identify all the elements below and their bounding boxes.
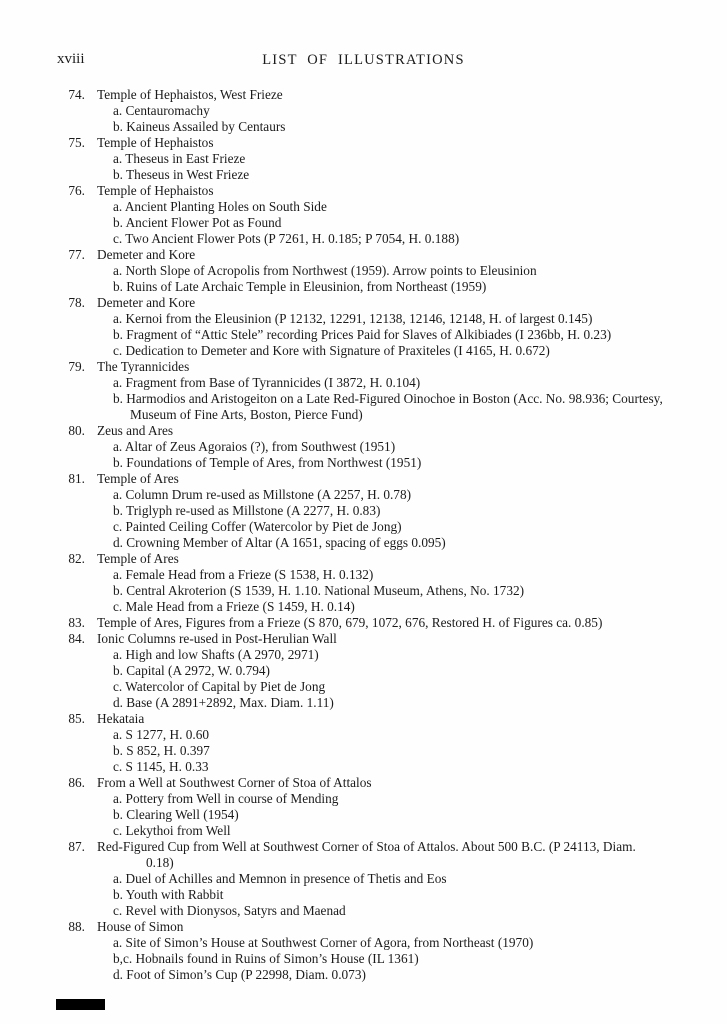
entry-line	[0, 247, 727, 263]
entry-number: 82.	[68, 551, 85, 566]
entry-subline: d. Foot of Simon’s Cup (P 22998, Diam. 0.073)	[113, 967, 366, 982]
entry-number: 83.	[68, 615, 85, 630]
entry-subline: a. Site of Simon’s House at Southwest Corner of Agora, from Northeast (1970)	[113, 935, 534, 950]
page-title: LIST OF ILLUSTRATIONS	[262, 52, 465, 68]
entry-title: Temple of Ares	[97, 471, 179, 486]
entry-subline: b. Kaineus Assailed by Centaurs	[113, 119, 286, 134]
entry-number: 76.	[68, 183, 85, 198]
entry-title: Demeter and Kore	[97, 247, 196, 262]
entry-number: 77.	[68, 247, 85, 262]
entry-subline: b. Foundations of Temple of Ares, from Northwest (1951)	[113, 455, 422, 470]
entry-subline: a. Ancient Planting Holes on South Side	[113, 199, 327, 214]
entry-number: 87.	[68, 839, 85, 854]
entry-subline: a. High and low Shafts (A 2970, 2971)	[113, 647, 319, 662]
entry-line	[0, 135, 727, 151]
entry-number: 74.	[68, 87, 85, 102]
entry-subline: c. Lekythoi from Well	[113, 823, 231, 838]
entry-number: 81.	[68, 471, 85, 486]
entry-subline: b. Harmodios and Aristogeiton on a Late Red-Figured Oinochoe in Boston (Acc. No. 98.936; Courtesy,	[113, 391, 663, 406]
entry-subline: c. Revel with Dionysos, Satyrs and Maenad	[113, 903, 346, 918]
entry-line	[0, 615, 727, 631]
entry-subline: a. Kernoi from the Eleusinion (P 12132, 12291, 12138, 12146, 12148, H. of largest 0.145)	[113, 311, 593, 326]
entry-subline: a. Female Head from a Frieze (S 1538, H. 0.132)	[113, 567, 374, 582]
illustration-list	[0, 87, 727, 983]
entry-subline: b,c. Hobnails found in Ruins of Simon’s House (IL 1361)	[113, 951, 419, 966]
entry-subline: Museum of Fine Arts, Boston, Pierce Fund)	[130, 407, 363, 422]
entry-subline: d. Crowning Member of Altar (A 1651, spacing of eggs 0.095)	[113, 535, 446, 550]
entry-subline: c. S 1145, H. 0.33	[113, 759, 209, 774]
entry-title: Temple of Hephaistos	[97, 135, 214, 150]
entry-title: House of Simon	[97, 919, 184, 934]
entry-title: Ionic Columns re-used in Post-Herulian Wall	[97, 631, 337, 646]
entry-subline: b. Clearing Well (1954)	[113, 807, 239, 822]
entry-title: Red-Figured Cup from Well at Southwest Corner of Stoa of Attalos. About 500 B.C. (P 24113, Diam.	[97, 839, 636, 854]
entry-line	[0, 423, 727, 439]
entry-number: 86.	[68, 775, 85, 790]
entry-subline: c. Watercolor of Capital by Piet de Jong	[113, 679, 326, 694]
entry-subline: b. S 852, H. 0.397	[113, 743, 210, 758]
entry-subline: b. Youth with Rabbit	[113, 887, 224, 902]
entry-subline: b. Ancient Flower Pot as Found	[113, 215, 282, 230]
entry-title: Temple of Ares, Figures from a Frieze (S 870, 679, 1072, 676, Restored H. of Figures ca. 0.85)	[97, 615, 603, 630]
entry-subline: b. Triglyph re-used as Millstone (A 2277, H. 0.83)	[113, 503, 381, 518]
entry-title: The Tyrannicides	[97, 359, 190, 374]
entry-line	[0, 775, 727, 791]
entry-title: Temple of Ares	[97, 551, 179, 566]
entry-subline: c. Male Head from a Frieze (S 1459, H. 0.14)	[113, 599, 355, 614]
entry-title: Zeus and Ares	[97, 423, 174, 438]
entry-subline: d. Base (A 2891+2892, Max. Diam. 1.11)	[113, 695, 334, 710]
entry-title: Hekataia	[97, 711, 145, 726]
entry-line	[0, 295, 727, 311]
entry-subline: a. Altar of Zeus Agoraios (?), from Southwest (1951)	[113, 439, 396, 454]
entry-subline: 0.18)	[146, 855, 174, 870]
entry-subline: c. Painted Ceiling Coffer (Watercolor by Piet de Jong)	[113, 519, 402, 534]
entry-line	[0, 631, 727, 647]
entry-line	[0, 551, 727, 567]
entry-title: Temple of Hephaistos	[97, 183, 214, 198]
entry-line	[0, 359, 727, 375]
entry-number: 84.	[68, 631, 85, 646]
entry-subline: a. North Slope of Acropolis from Northwest (1959). Arrow points to Eleusinion	[113, 263, 537, 278]
entry-title: Temple of Hephaistos, West Frieze	[97, 87, 283, 102]
entry-subline: a. Centauromachy	[113, 103, 210, 118]
entry-subline: b. Fragment of “Attic Stele” recording Prices Paid for Slaves of Alkibiades (I 236bb, H. 0.23)	[113, 327, 612, 342]
entry-line	[0, 919, 727, 935]
entry-number: 79.	[68, 359, 85, 374]
entry-subline: c. Two Ancient Flower Pots (P 7261, H. 0.185; P 7054, H. 0.188)	[113, 231, 460, 246]
entry-subline: a. Fragment from Base of Tyrannicides (I 3872, H. 0.104)	[113, 375, 421, 390]
entry-subline: a. Duel of Achilles and Memnon in presence of Thetis and Eos	[113, 871, 447, 886]
entry-subline: b. Ruins of Late Archaic Temple in Eleusinion, from Northeast (1959)	[113, 279, 487, 294]
entry-number: 80.	[68, 423, 85, 438]
entry-number: 88.	[68, 919, 85, 934]
entry-number: 75.	[68, 135, 85, 150]
scan-artifact-mark	[56, 999, 105, 1010]
entry-line	[0, 711, 727, 727]
entry-subline: b. Central Akroterion (S 1539, H. 1.10. National Museum, Athens, No. 1732)	[113, 583, 525, 598]
entry-subline: b. Capital (A 2972, W. 0.794)	[113, 663, 270, 678]
entry-line	[0, 839, 727, 855]
entry-title: Demeter and Kore	[97, 295, 196, 310]
entry-line	[0, 471, 727, 487]
entry-title: From a Well at Southwest Corner of Stoa of Attalos	[97, 775, 372, 790]
entry-subline: a. Column Drum re-used as Millstone (A 2257, H. 0.78)	[113, 487, 412, 502]
entry-number: 78.	[68, 295, 85, 310]
entry-subline: c. Dedication to Demeter and Kore with Signature of Praxiteles (I 4165, H. 0.672)	[113, 343, 550, 358]
entry-subline: a. Pottery from Well in course of Mending	[113, 791, 339, 806]
entry-subline: b. Theseus in West Frieze	[113, 167, 250, 182]
entry-subline: a. S 1277, H. 0.60	[113, 727, 210, 742]
entry-number: 85.	[68, 711, 85, 726]
entry-line	[0, 183, 727, 199]
entry-subline: a. Theseus in East Frieze	[113, 151, 246, 166]
entry-line	[0, 87, 727, 103]
page-number: xviii	[57, 51, 85, 67]
